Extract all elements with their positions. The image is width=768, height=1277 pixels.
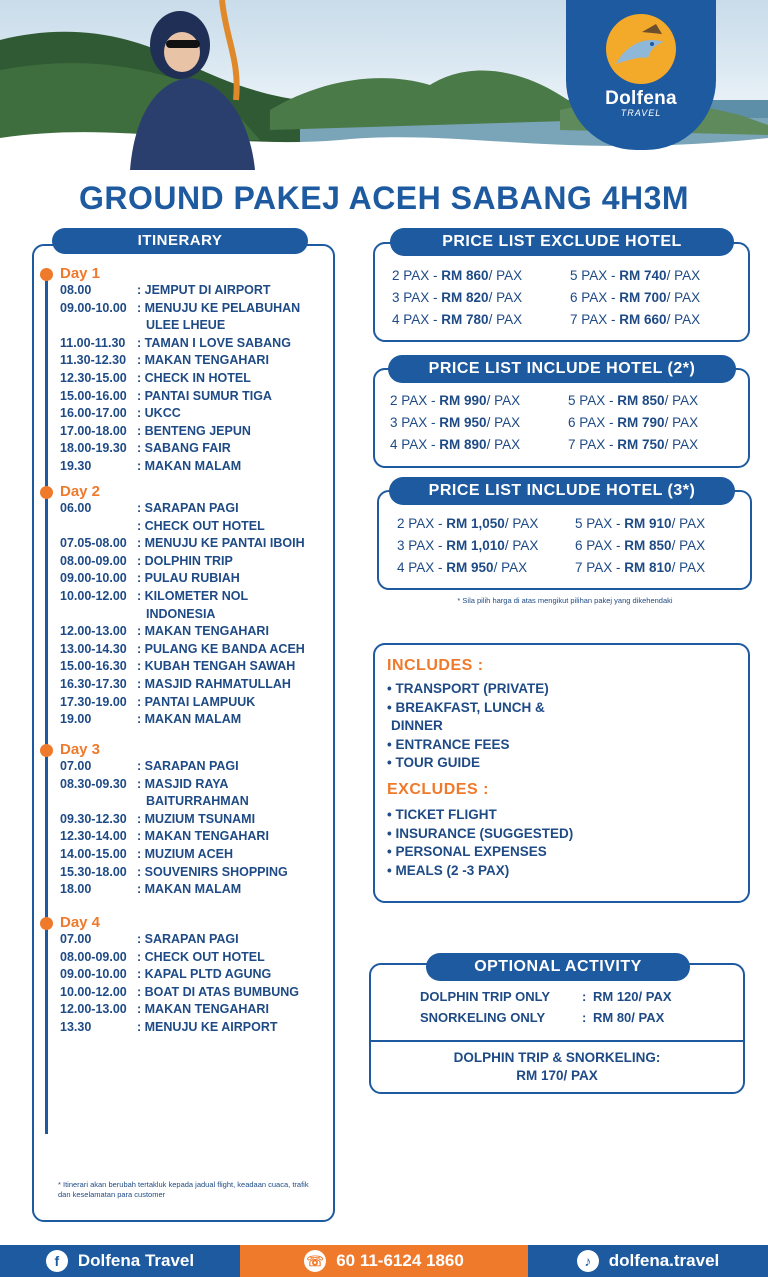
list-item: • TICKET FLIGHT xyxy=(387,807,497,822)
itinerary-activity: : KUBAH TENGAH SAWAH xyxy=(137,659,296,674)
itinerary-time: 08.00-09.00 xyxy=(60,553,127,568)
list-item: • BREAKFAST, LUNCH & xyxy=(387,699,545,715)
itinerary-activity: : CHECK OUT HOTEL xyxy=(137,518,265,533)
pax-count: 2 PAX - xyxy=(390,393,440,408)
itinerary-time: 16.30-17.30 xyxy=(60,677,127,691)
pax-count: 7 PAX - xyxy=(575,560,625,575)
optional-divider xyxy=(371,1040,743,1042)
day-label: Day 4 xyxy=(60,914,101,931)
price-amount: RM 1,010 xyxy=(446,538,505,553)
price-cell xyxy=(570,312,700,327)
itinerary-activity: : BOAT DI ATAS BUMBUNG xyxy=(137,984,300,999)
itinerary-activity: : PULANG KE BANDA ACEH xyxy=(137,641,305,656)
price-suffix: / PAX xyxy=(504,516,539,531)
itinerary-activity: : MAKAN TENGAHARI xyxy=(137,624,269,639)
itinerary-activity: : SOUVENIRS SHOPPING xyxy=(137,864,288,879)
price-amount: RM 850 xyxy=(617,393,665,408)
pax-count: 3 PAX - xyxy=(390,415,440,430)
page-title: GROUND PAKEJ ACEH SABANG 4H3M xyxy=(78,180,690,216)
day-marker-dot xyxy=(40,744,53,757)
itinerary-time: 10.00-12.00 xyxy=(60,984,127,999)
combo-name: DOLPHIN TRIP & SNORKELING: xyxy=(453,1050,661,1065)
price-cell xyxy=(575,538,705,553)
price-cell xyxy=(575,560,705,575)
itinerary-activity: : PULAU RUBIAH xyxy=(137,571,240,586)
itinerary-time: 15.30-18.00 xyxy=(60,864,127,879)
itinerary-activity: : SARAPAN PAGI xyxy=(137,932,239,946)
price-cell xyxy=(568,393,698,408)
pax-count: 4 PAX - xyxy=(392,312,442,327)
price-cell xyxy=(397,516,538,531)
itinerary-time: 13.30 xyxy=(60,1020,92,1034)
optional-activity-name: SNORKELING ONLY xyxy=(420,1010,546,1025)
pax-count: 4 PAX - xyxy=(397,560,447,575)
itinerary-activity: : MAKAN MALAM xyxy=(137,882,242,897)
phone-link[interactable] xyxy=(240,1245,528,1277)
optional-activity-heading: OPTIONAL ACTIVITY xyxy=(426,953,690,981)
section-heading: EXCLUDES : xyxy=(387,781,489,798)
itinerary-time: 16.00-17.00 xyxy=(60,406,127,421)
itinerary-time: 18.00-19.30 xyxy=(60,441,127,456)
price-amount: RM 860 xyxy=(441,268,489,283)
itinerary-time: 12.00-13.00 xyxy=(60,624,127,639)
pax-count: 3 PAX - xyxy=(392,290,442,305)
pax-count: 2 PAX - xyxy=(397,516,447,531)
pax-count: 2 PAX - xyxy=(392,268,442,283)
list-item: DINNER xyxy=(391,718,443,733)
itinerary-time: 12.30-14.00 xyxy=(60,829,127,844)
day-label: Day 2 xyxy=(60,483,101,500)
price-suffix: / PAX xyxy=(666,290,701,305)
combo-price: RM 170/ PAX xyxy=(516,1068,598,1083)
day-marker-dot xyxy=(40,486,53,499)
itinerary-time: 09.30-12.30 xyxy=(60,811,127,826)
price-suffix: / PAX xyxy=(666,268,701,283)
timeline-line xyxy=(45,270,48,1134)
price-cell xyxy=(575,516,705,531)
itinerary-time: 17.30-19.00 xyxy=(60,694,127,709)
itinerary-activity: : MENUJU KE PELABUHAN xyxy=(137,300,301,315)
itinerary-time: 07.05-08.00 xyxy=(60,536,127,551)
itinerary-time: 08.00 xyxy=(60,283,92,297)
price-cell xyxy=(570,290,700,305)
itinerary-time: 17.00-18.00 xyxy=(60,423,127,438)
price-cell xyxy=(568,437,698,452)
itinerary-time: 14.00-15.00 xyxy=(60,847,127,861)
price-amount: RM 910 xyxy=(624,516,672,531)
price-amount: RM 1,050 xyxy=(446,516,505,531)
itinerary-activity: : SARAPAN PAGI xyxy=(137,501,239,515)
price-suffix: / PAX xyxy=(486,415,521,430)
facebook-link[interactable] xyxy=(0,1245,240,1277)
itinerary-activity: : SABANG FAIR xyxy=(137,441,231,456)
itinerary-time: 12.30-15.00 xyxy=(60,371,127,385)
itinerary-activity: : MUZIUM ACEH xyxy=(137,847,234,861)
itinerary-activity: : MAKAN MALAM xyxy=(137,459,242,473)
price-suffix: / PAX xyxy=(666,312,701,327)
tiktok-label: dolfena.travel xyxy=(608,1251,720,1270)
itinerary-activity: : PANTAI LAMPUUK xyxy=(137,694,256,709)
day-marker-dot xyxy=(40,917,53,930)
itinerary-time: 12.00-13.00 xyxy=(60,1002,127,1017)
price-suffix: / PAX xyxy=(664,415,699,430)
itinerary-activity: : UKCC xyxy=(137,406,181,421)
brand-name: Dolfena xyxy=(605,88,677,109)
price-amount: RM 810 xyxy=(624,560,672,575)
price-amount: RM 750 xyxy=(617,437,665,452)
day-label: Day 3 xyxy=(60,741,101,758)
itinerary-time: 19.00 xyxy=(60,712,92,727)
price-amount: RM 700 xyxy=(619,290,667,305)
itinerary-time: 19.30 xyxy=(60,459,92,473)
itinerary-activity: INDONESIA xyxy=(146,606,216,621)
itinerary-activity: : MASJID RAHMATULLAH xyxy=(137,677,291,691)
price-cell xyxy=(392,312,522,327)
list-item: • ENTRANCE FEES xyxy=(387,736,510,752)
tiktok-link[interactable] xyxy=(528,1245,768,1277)
itinerary-activity: : MENUJU KE PANTAI IBOIH xyxy=(137,536,305,551)
list-item: • INSURANCE (SUGGESTED) xyxy=(387,825,574,841)
price-suffix: / PAX xyxy=(488,312,523,327)
price-amount: RM 950 xyxy=(439,415,487,430)
price-suffix: / PAX xyxy=(504,538,539,553)
itinerary-activity: ULEE LHEUE xyxy=(146,318,226,333)
itinerary-activity: : JEMPUT DI AIRPORT xyxy=(137,283,271,297)
phone-label: 60 11-6124 1860 xyxy=(336,1251,464,1270)
itinerary-time: 13.00-14.30 xyxy=(60,641,127,656)
optional-activity-price: RM 80/ PAX xyxy=(593,1010,665,1025)
list-item: • TOUR GUIDE xyxy=(387,755,480,770)
price-suffix: / PAX xyxy=(488,290,523,305)
itinerary-activity: : MAKAN TENGAHARI xyxy=(137,829,269,844)
price-list-heading: PRICE LIST EXCLUDE HOTEL xyxy=(390,228,734,256)
list-item: • TRANSPORT (PRIVATE) xyxy=(387,681,549,696)
itinerary-activity: : PANTAI SUMUR TIGA xyxy=(137,388,272,403)
price-cell xyxy=(392,268,522,283)
phone-icon: ☏ xyxy=(304,1250,326,1272)
itinerary-time: 06.00 xyxy=(60,501,92,515)
day-label: Day 1 xyxy=(60,265,101,282)
itinerary-activity: : BENTENG JEPUN xyxy=(137,423,251,438)
pax-count: 7 PAX - xyxy=(570,312,620,327)
itinerary-time: 07.00 xyxy=(60,759,92,773)
price-list-heading: PRICE LIST INCLUDE HOTEL (2*) xyxy=(388,355,736,383)
price-cell xyxy=(390,393,520,408)
facebook-label: Dolfena Travel xyxy=(77,1251,195,1270)
itinerary-time: 15.00-16.30 xyxy=(60,659,127,674)
itinerary-activity: : MUZIUM TSUNAMI xyxy=(137,811,256,826)
pax-count: 6 PAX - xyxy=(575,538,625,553)
price-suffix: / PAX xyxy=(493,560,528,575)
optional-separator: : xyxy=(582,989,587,1004)
brand-logo-badge xyxy=(566,0,716,150)
itinerary-heading: ITINERARY xyxy=(52,228,308,254)
price-suffix: / PAX xyxy=(486,393,521,408)
pax-count: 6 PAX - xyxy=(568,415,618,430)
itinerary-activity: : TAMAN I LOVE SABANG xyxy=(137,335,291,350)
price-list-heading: PRICE LIST INCLUDE HOTEL (3*) xyxy=(389,477,735,505)
price-amount: RM 990 xyxy=(439,393,487,408)
footer-bar xyxy=(0,1245,768,1277)
itinerary-activity: : DOLPHIN TRIP xyxy=(137,553,233,568)
price-suffix: / PAX xyxy=(671,538,706,553)
itinerary-time: 08.30-09.30 xyxy=(60,776,127,791)
price-suffix: / PAX xyxy=(486,437,521,452)
itinerary-time: 11.30-12.30 xyxy=(60,353,127,368)
price-cell xyxy=(397,538,538,553)
tiktok-icon: ♪ xyxy=(577,1250,599,1272)
itinerary-activity: : MASJID RAYA xyxy=(137,776,229,791)
price-amount: RM 660 xyxy=(619,312,667,327)
itinerary-time: 09.00-10.00 xyxy=(60,571,127,586)
price-amount: RM 780 xyxy=(441,312,489,327)
section-heading: INCLUDES : xyxy=(387,657,484,674)
dolphin-icon xyxy=(606,14,676,84)
itinerary-activity: : KAPAL PLTD AGUNG xyxy=(137,967,272,982)
pax-count: 6 PAX - xyxy=(570,290,620,305)
itinerary-time: 09.00-10.00 xyxy=(60,967,127,982)
price-suffix: / PAX xyxy=(488,268,523,283)
pax-count: 4 PAX - xyxy=(390,437,440,452)
itinerary-activity: : MAKAN TENGAHARI xyxy=(137,1002,269,1017)
price-suffix: / PAX xyxy=(671,516,706,531)
price-suffix: / PAX xyxy=(664,393,699,408)
itinerary-time: 10.00-12.00 xyxy=(60,589,127,603)
price-amount: RM 790 xyxy=(617,415,665,430)
itinerary-activity: BAITURRAHMAN xyxy=(146,794,249,809)
itinerary-time: 18.00 xyxy=(60,882,92,897)
itinerary-activity: : CHECK OUT HOTEL xyxy=(137,949,265,964)
itinerary-time: 07.00 xyxy=(60,932,92,946)
itinerary-activity: : SARAPAN PAGI xyxy=(137,759,239,773)
optional-activity-name: DOLPHIN TRIP ONLY xyxy=(420,989,551,1004)
price-amount: RM 820 xyxy=(441,290,489,305)
facebook-icon: f xyxy=(46,1250,68,1272)
day-marker-dot xyxy=(40,268,53,281)
itinerary-time: 08.00-09.00 xyxy=(60,949,127,964)
price-cell xyxy=(392,290,522,305)
price-cell xyxy=(397,560,527,575)
price-suffix: / PAX xyxy=(664,437,699,452)
price-cell xyxy=(570,268,700,283)
price-amount: RM 740 xyxy=(619,268,667,283)
itinerary-note: * Itinerari akan berubah tertakluk kepada jadual flight, keadaan cuaca, trafik dan keselamatan para customer xyxy=(58,1180,309,1199)
price-cell xyxy=(390,415,520,430)
itinerary-time: 09.00-10.00 xyxy=(60,300,127,315)
list-item: • PERSONAL EXPENSES xyxy=(387,844,547,859)
price-note: * Sila pilih harga di atas mengikut pilihan pakej yang dikehendaki xyxy=(457,596,673,605)
price-amount: RM 850 xyxy=(624,538,672,553)
itinerary-activity: : CHECK IN HOTEL xyxy=(137,371,251,385)
itinerary-time: 15.00-16.00 xyxy=(60,388,127,403)
price-amount: RM 890 xyxy=(439,437,487,452)
itinerary-activity: : MAKAN MALAM xyxy=(137,712,242,727)
optional-activity-price: RM 120/ PAX xyxy=(593,989,672,1004)
pax-count: 5 PAX - xyxy=(568,393,618,408)
itinerary-activity: : KILOMETER NOL xyxy=(137,589,249,603)
price-cell xyxy=(568,415,698,430)
price-cell xyxy=(390,437,520,452)
pax-count: 3 PAX - xyxy=(397,538,447,553)
brand-sub: TRAVEL xyxy=(620,108,662,118)
pax-count: 5 PAX - xyxy=(570,268,620,283)
list-item: • MEALS (2 -3 PAX) xyxy=(387,862,510,878)
price-amount: RM 950 xyxy=(446,560,494,575)
itinerary-activity: : MENUJU KE AIRPORT xyxy=(137,1020,278,1034)
pax-count: 5 PAX - xyxy=(575,516,625,531)
price-suffix: / PAX xyxy=(671,560,706,575)
itinerary-activity: : MAKAN TENGAHARI xyxy=(137,353,269,368)
pax-count: 7 PAX - xyxy=(568,437,618,452)
optional-separator: : xyxy=(582,1010,587,1025)
itinerary-time: 11.00-11.30 xyxy=(60,335,126,350)
